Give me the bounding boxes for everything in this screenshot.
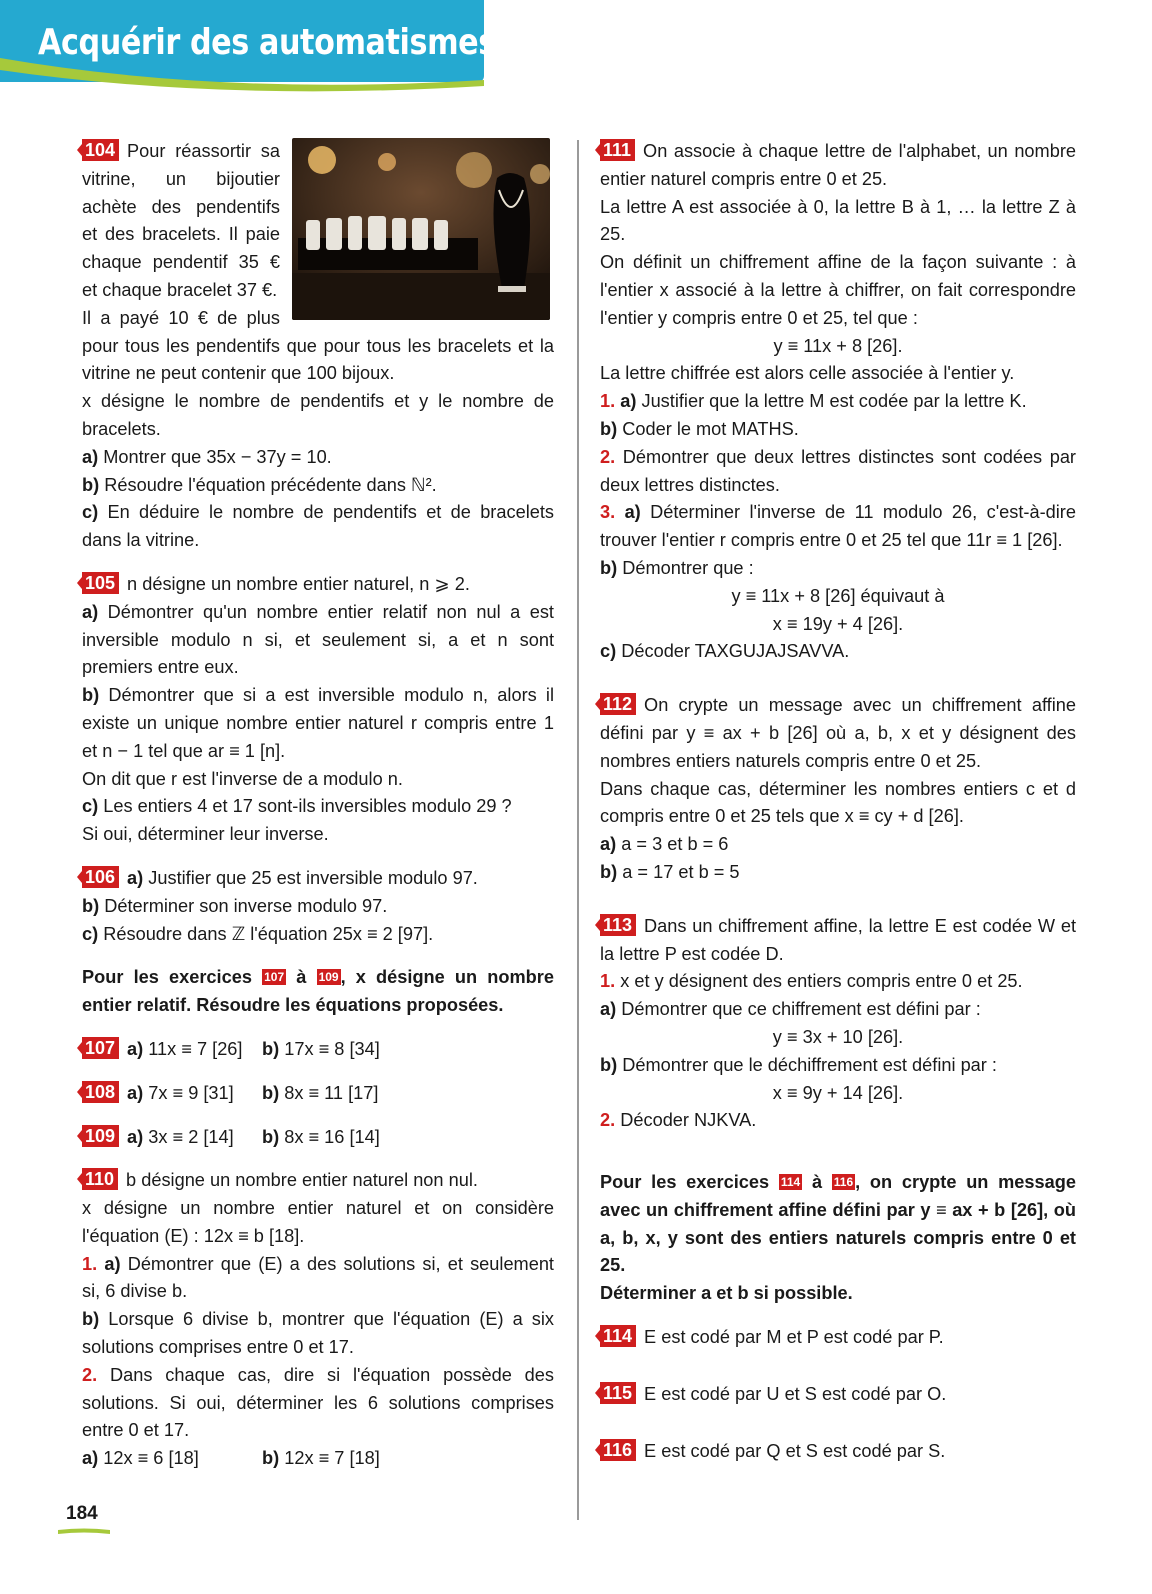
exercise-ref[interactable]: 116 xyxy=(833,1175,854,1190)
label-1: 1. xyxy=(600,391,616,412)
exercise-113 xyxy=(600,913,1076,1135)
ex108-a: 7x ≡ 9 [31] xyxy=(148,1082,234,1103)
label-2: 2. xyxy=(82,1364,98,1385)
ex113-intro: Dans un chiffrement affine, la lettre E est codée W et la lettre P est codée D. xyxy=(600,915,1076,964)
ex110-p: x désigne un nombre entier naturel et on considère l'équation (E) : 12x ≡ b [18]. xyxy=(82,1198,554,1246)
ex104-c: En déduire le nombre de pendentifs et de bracelets dans la vitrine. xyxy=(82,502,554,551)
ex111-q3c: Décoder TAXGUJAJSAVVA. xyxy=(621,641,850,662)
exercise-number: 116 xyxy=(600,1439,636,1461)
ex112-a: a = 3 et b = 6 xyxy=(621,834,729,855)
exercise-number: 107 xyxy=(82,1037,119,1059)
ex105-c2: Si oui, déterminer leur inverse. xyxy=(82,824,329,845)
ex111-equation-2: y ≡ 11x + 8 [26] équivaut à xyxy=(731,585,945,606)
ex113-a: Démontrer que ce chiffrement est défini par : xyxy=(621,999,981,1020)
label-c: c) xyxy=(82,923,99,944)
label-a: a) xyxy=(127,1038,144,1059)
ex105-a: Démontrer qu'un nombre entier relatif non nul a est inversible modulo n si, et seulement si, a et n sont premiers entre eux. xyxy=(82,601,554,678)
exercise-105 xyxy=(82,571,554,849)
ex111-q1a: Justifier que la lettre M est codée par la lettre K. xyxy=(641,391,1027,412)
label-a: a) xyxy=(600,999,617,1020)
exercise-number: 111 xyxy=(600,139,635,161)
exercise-number: 105 xyxy=(82,572,119,594)
ex112-intro: On crypte un message avec un chiffrement affine défini par y ≡ ax + b [26] où a, b, x et y désignent des nombres entiers naturels compris entre 0 et 25. xyxy=(600,695,1076,771)
exercise-ref[interactable]: 109 xyxy=(318,970,339,985)
label-b: b) xyxy=(600,557,618,578)
ex104-a: Montrer que 35x − 37y = 10. xyxy=(103,446,332,467)
label-a: a) xyxy=(82,601,99,622)
label-a: a) xyxy=(127,1126,144,1147)
ex111-q2: Démontrer que deux lettres distinctes sont codées par deux lettres distinctes. xyxy=(600,446,1076,495)
ex110-b: 12x ≡ 7 [18] xyxy=(284,1448,380,1469)
ex111-intro: On associe à chaque lettre de l'alphabet, un nombre entier naturel compris entre 0 et 25. xyxy=(600,141,1076,189)
exercise-106 xyxy=(82,865,554,948)
ex113-b: Démontrer que le déchiffrement est défini par : xyxy=(622,1054,997,1075)
ex112-p2: Dans chaque cas, déterminer les nombres entiers c et d compris entre 0 et 25 tels que x ≡ cy + d [26]. xyxy=(600,778,1076,827)
exercise-114 xyxy=(600,1324,1076,1352)
ex111-equation-3: x ≡ 19y + 4 [26]. xyxy=(772,613,904,634)
exercises-107-109-instructions xyxy=(82,964,554,1020)
exercise-115 xyxy=(600,1381,1076,1409)
ex105-c: Les entiers 4 et 17 sont-ils inversibles modulo 29 ? xyxy=(103,796,512,817)
group-line2: Déterminer a et b si possible. xyxy=(600,1283,853,1304)
ex106-c: Résoudre dans ℤ l'équation 25x ≡ 2 [97]. xyxy=(103,923,434,944)
ex106-a: Justifier que 25 est inversible modulo 97. xyxy=(148,867,478,888)
label-b: b) xyxy=(262,1082,280,1103)
exercise-number: 114 xyxy=(600,1325,636,1347)
group-to-word: à xyxy=(811,1172,823,1193)
ex111-p3: On définit un chiffrement affine de la façon suivante : à l'entier x associé à la lettre à chiffrer, on fait correspondre l'entier y compris entre 0 et 25, tel que : xyxy=(600,252,1076,328)
label-a: a) xyxy=(127,867,144,888)
ex110-q1a: Démontrer que (E) a des solutions si, et seulement si, 6 divise b. xyxy=(82,1253,554,1302)
ex113-q2: Décoder NJKVA. xyxy=(620,1110,757,1131)
exercise-number: 113 xyxy=(600,914,636,936)
page-number-underline xyxy=(58,1527,110,1535)
ex105-p: On dit que r est l'inverse de a modulo n. xyxy=(82,768,403,789)
label-b: b) xyxy=(600,1054,618,1075)
label-b: b) xyxy=(82,1309,100,1330)
ex110-q1b: Lorsque 6 divise b, montrer que l'équation (E) a six solutions comprises entre 0 et 17. xyxy=(82,1309,554,1358)
page-number: 184 xyxy=(66,1503,98,1524)
group-pre: Pour les exercices xyxy=(82,967,252,988)
label-a: a) xyxy=(82,446,99,467)
label-a: a) xyxy=(82,1448,99,1469)
label-b: b) xyxy=(82,474,100,495)
exercise-116 xyxy=(600,1438,1076,1466)
ex113-equation-2: x ≡ 9y + 14 [26]. xyxy=(772,1082,904,1103)
ex110-intro: b désigne un nombre entier naturel non nul. xyxy=(126,1170,478,1191)
label-a: a) xyxy=(600,834,617,855)
ex111-p4: La lettre chiffrée est alors celle associée à l'entier y. xyxy=(600,363,1015,384)
ex111-equation: y ≡ 11x + 8 [26]. xyxy=(773,335,903,356)
ex111-q3b: Démontrer que : xyxy=(622,557,754,578)
ex104-intro: Pour réassortir sa vitrine, un bijoutier achète des pendentifs et des bracelets. Il paie chaque pendentif 35 € et chaque bracelet 37 €. xyxy=(82,141,280,300)
label-a: a) xyxy=(624,502,641,523)
ex112-b: a = 17 et b = 5 xyxy=(622,861,740,882)
exercise-111 xyxy=(600,138,1076,666)
exercise-ref[interactable]: 107 xyxy=(264,970,285,985)
label-b: b) xyxy=(82,685,100,706)
ex115-text: E est codé par U et S est codé par O. xyxy=(644,1383,947,1404)
ex109-b: 8x ≡ 16 [14] xyxy=(284,1126,380,1147)
ex111-p2: La lettre A est associée à 0, la lettre B à 1, … la lettre Z à 25. xyxy=(600,196,1076,245)
jewelry-photo xyxy=(292,138,550,320)
exercise-number: 110 xyxy=(82,1168,118,1190)
exercise-ref[interactable]: 114 xyxy=(780,1175,801,1190)
exercise-107 xyxy=(82,1036,554,1064)
label-b: b) xyxy=(600,861,618,882)
label-3: 3. xyxy=(600,502,616,523)
exercise-108 xyxy=(82,1080,554,1108)
exercise-112 xyxy=(600,692,1076,887)
page-title: Acquérir des automatismes xyxy=(38,22,496,63)
exercise-number: 106 xyxy=(82,866,119,888)
label-b: b) xyxy=(600,418,618,439)
ex104-b: Résoudre l'équation précédente dans ℕ². xyxy=(104,474,437,495)
ex104-p3: x désigne le nombre de pendentifs et y le nombre de bracelets. xyxy=(82,391,554,439)
column-divider xyxy=(577,140,579,1520)
ex114-text: E est codé par M et P est codé par P. xyxy=(644,1327,944,1348)
label-a: a) xyxy=(620,391,637,412)
label-b: b) xyxy=(262,1126,280,1147)
exercise-109 xyxy=(82,1124,554,1152)
exercise-number: 109 xyxy=(82,1125,119,1147)
exercises-114-116-instructions xyxy=(600,1169,1076,1308)
label-2: 2. xyxy=(600,1110,616,1131)
ex107-a: 11x ≡ 7 [26] xyxy=(148,1038,243,1059)
ex105-b: Démontrer que si a est inversible modulo n, alors il existe un unique nombre entier naturel r compris entre 1 et n − 1 tel que ar ≡ 1 [n]. xyxy=(82,685,554,761)
label-c: c) xyxy=(82,796,99,817)
label-b: b) xyxy=(262,1448,280,1469)
exercise-104 xyxy=(82,138,554,555)
label-b: b) xyxy=(82,895,100,916)
jewelry-photo-icon xyxy=(292,138,550,320)
label-2: 2. xyxy=(600,446,616,467)
banner-swoosh xyxy=(0,58,490,98)
group-to-word: à xyxy=(296,967,307,988)
group-post: , x désigne un nombre entier relatif. Résoudre les équations proposées. xyxy=(82,967,554,1016)
header-banner xyxy=(0,0,496,95)
ex104-p2: Il a payé 10 € de plus pour tous les pendentifs que pour tous les bracelets et la vitrine ne peut contenir que 100 bijoux. xyxy=(82,307,554,384)
group-pre: Pour les exercices xyxy=(600,1172,770,1193)
exercise-number: 108 xyxy=(82,1081,119,1103)
ex105-intro: n désigne un nombre entier naturel, n ⩾ 2. xyxy=(127,573,470,594)
label-c: c) xyxy=(600,641,617,662)
ex113-equation-1: y ≡ 3x + 10 [26]. xyxy=(772,1026,904,1047)
label-a: a) xyxy=(127,1082,144,1103)
ex108-b: 8x ≡ 11 [17] xyxy=(284,1082,379,1103)
exercise-110 xyxy=(82,1167,554,1473)
label-a: a) xyxy=(104,1253,121,1274)
label-b: b) xyxy=(262,1038,280,1059)
label-1: 1. xyxy=(600,971,616,992)
ex109-a: 3x ≡ 2 [14] xyxy=(148,1126,234,1147)
ex107-b: 17x ≡ 8 [34] xyxy=(284,1038,380,1059)
ex113-q1: x et y désignent des entiers compris entre 0 et 25. xyxy=(620,971,1023,992)
right-column xyxy=(600,138,1076,1481)
ex110-a: 12x ≡ 6 [18] xyxy=(103,1448,199,1469)
exercise-number: 112 xyxy=(600,693,636,715)
exercise-number: 104 xyxy=(82,139,119,161)
ex111-q3a: Déterminer l'inverse de 11 modulo 26, c'est-à-dire trouver l'entier r compris entre 0 et 25 tel que 11r ≡ 1 [26]. xyxy=(600,502,1076,551)
ex111-q1b: Coder le mot MATHS. xyxy=(622,418,799,439)
ex116-text: E est codé par Q et S est codé par S. xyxy=(644,1440,946,1461)
ex106-b: Déterminer son inverse modulo 97. xyxy=(104,895,388,916)
exercise-number: 115 xyxy=(600,1382,636,1404)
group-post: , on crypte un message avec un chiffrement affine défini par y ≡ ax + b [26], où a, b, x, y sont des entiers naturels compris entre 0 et 25. xyxy=(600,1172,1076,1276)
label-1: 1. xyxy=(82,1253,98,1274)
label-c: c) xyxy=(82,502,99,523)
left-column xyxy=(82,138,554,1489)
ex110-q2: Dans chaque cas, dire si l'équation possède des solutions. Si oui, déterminer les 6 solutions comprises entre 0 et 17. xyxy=(82,1364,554,1441)
